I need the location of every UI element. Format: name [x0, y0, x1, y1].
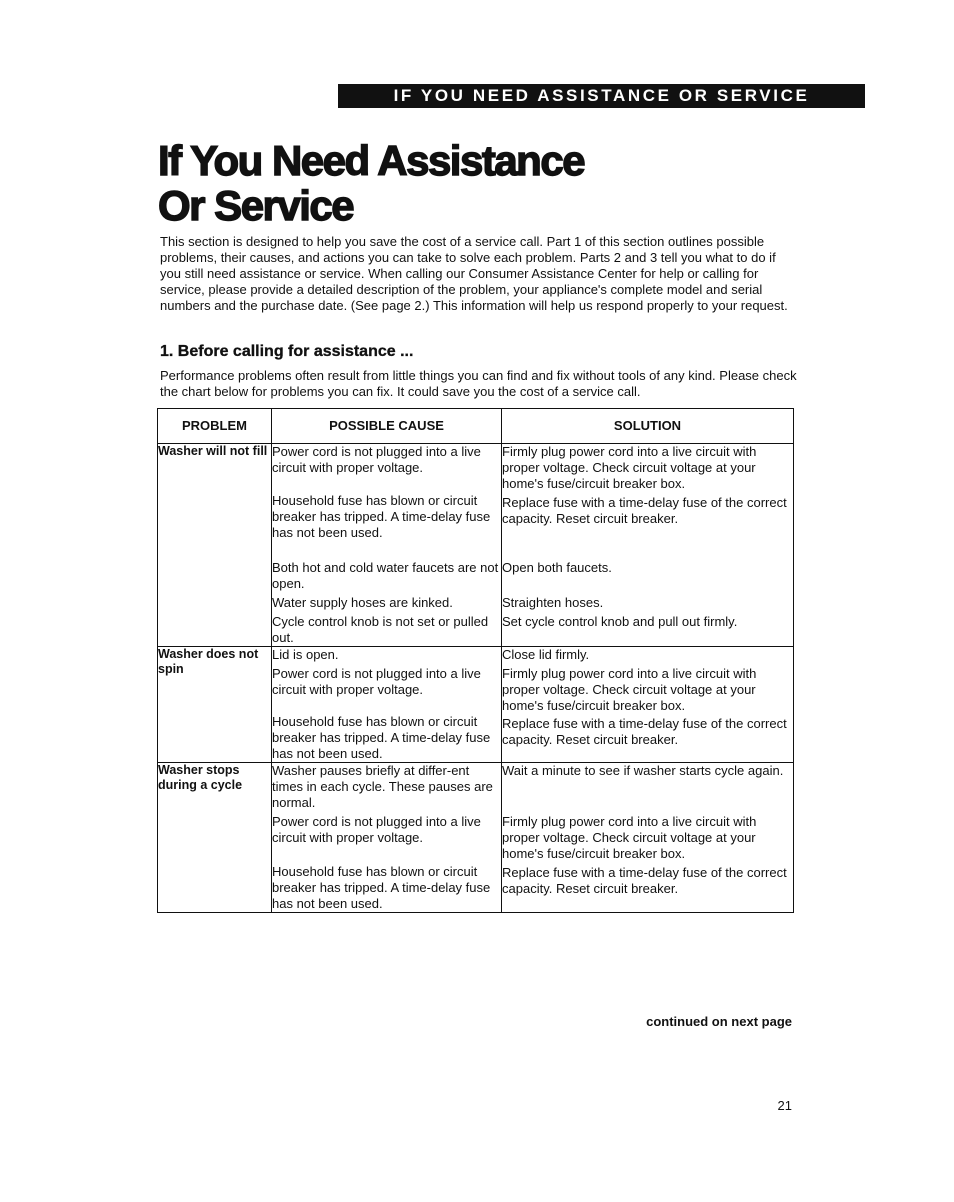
problem-cell: Washer stops during a cycle — [158, 763, 272, 913]
cause-entry: Household fuse has blown or circuit breaker has tripped. A time-delay fuse has not been used. — [272, 864, 491, 911]
cause-entry: Power cord is not plugged into a live circuit with proper voltage. — [272, 814, 481, 845]
header-problem: PROBLEM — [158, 409, 272, 444]
solution-entry: Firmly plug power cord into a live circuit with proper voltage. Check circuit voltage at your home's fuse/circuit breaker box. — [502, 444, 757, 491]
cause-cell — [272, 647, 502, 763]
section-header-banner: IF YOU NEED ASSISTANCE OR SERVICE — [338, 84, 865, 108]
intro-paragraph: This section is designed to help you save the cost of a service call. Part 1 of this section outlines possible problems, their causes, and actions you can take to solve each problem. Parts 2 and 3 tell you what to do if you still need assistance or service. When calling our Consumer Assistance Center for help or calling for service, please provide a detailed description of the problem, your appliance's complete model and serial numbers and the purchase date. (See page 2.) This information will help us respond properly to your request. — [160, 234, 788, 313]
header-solution: SOLUTION — [502, 409, 794, 444]
solution-entry: Replace fuse with a time-delay fuse of the correct capacity. Reset circuit breaker. — [502, 716, 787, 747]
cause-cell — [272, 444, 502, 647]
page-title — [158, 138, 584, 228]
problem-cell: Washer will not fill — [158, 444, 272, 647]
cause-entry: Household fuse has blown or circuit breaker has tripped. A time-delay fuse has not been used. — [272, 493, 491, 540]
solution-entry: Firmly plug power cord into a live circuit with proper voltage. Check circuit voltage at your home's fuse/circuit breaker box. — [502, 814, 757, 861]
page-number: 21 — [777, 1098, 792, 1113]
cause-entry: Household fuse has blown or circuit breaker has tripped. A time-delay fuse has not been used. — [272, 714, 491, 761]
solution-cell — [502, 444, 794, 647]
cause-entry: Water supply hoses are kinked. — [272, 595, 453, 610]
cause-entry: Washer pauses briefly at differ-ent times in each cycle. These pauses are normal. — [272, 763, 493, 810]
solution-cell — [502, 763, 794, 913]
page-title-line-1: If You Need Assistance — [158, 137, 585, 184]
troubleshooting-table — [157, 408, 794, 913]
section-heading: 1. Before calling for assistance ... — [160, 343, 414, 360]
solution-entry: Wait a minute to see if washer starts cycle again. — [502, 763, 784, 778]
table-row — [158, 444, 794, 647]
table-row — [158, 763, 794, 913]
cause-entry: Both hot and cold water faucets are not open. — [272, 560, 499, 591]
continued-note: continued on next page — [646, 1014, 792, 1029]
solution-entry: Replace fuse with a time-delay fuse of the correct capacity. Reset circuit breaker. — [502, 495, 787, 526]
solution-entry: Straighten hoses. — [502, 595, 604, 610]
solution-entry: Open both faucets. — [502, 560, 612, 575]
solution-cell — [502, 647, 794, 763]
solution-entry: Close lid firmly. — [502, 647, 590, 662]
solution-entry: Firmly plug power cord into a live circuit with proper voltage. Check circuit voltage at your home's fuse/circuit breaker box. — [502, 666, 757, 713]
cause-entry: Lid is open. — [272, 647, 339, 662]
cause-entry: Power cord is not plugged into a live circuit with proper voltage. — [272, 444, 481, 475]
page-title-line-2: Or Service — [158, 182, 354, 229]
section-intro-paragraph: Performance problems often result from little things you can find and fix without tools of any kind. Please check the chart below for problems you can fix. It could save you the cost of a service call. — [160, 368, 797, 399]
table-row — [158, 647, 794, 763]
cause-entry: Power cord is not plugged into a live circuit with proper voltage. — [272, 666, 481, 697]
header-possible-cause: POSSIBLE CAUSE — [272, 409, 502, 444]
cause-cell — [272, 763, 502, 913]
solution-entry: Replace fuse with a time-delay fuse of the correct capacity. Reset circuit breaker. — [502, 865, 787, 896]
problem-cell: Washer does not spin — [158, 647, 272, 763]
solution-entry: Set cycle control knob and pull out firmly. — [502, 614, 738, 629]
cause-entry: Cycle control knob is not set or pulled out. — [272, 614, 489, 645]
table-header-row — [158, 409, 794, 444]
